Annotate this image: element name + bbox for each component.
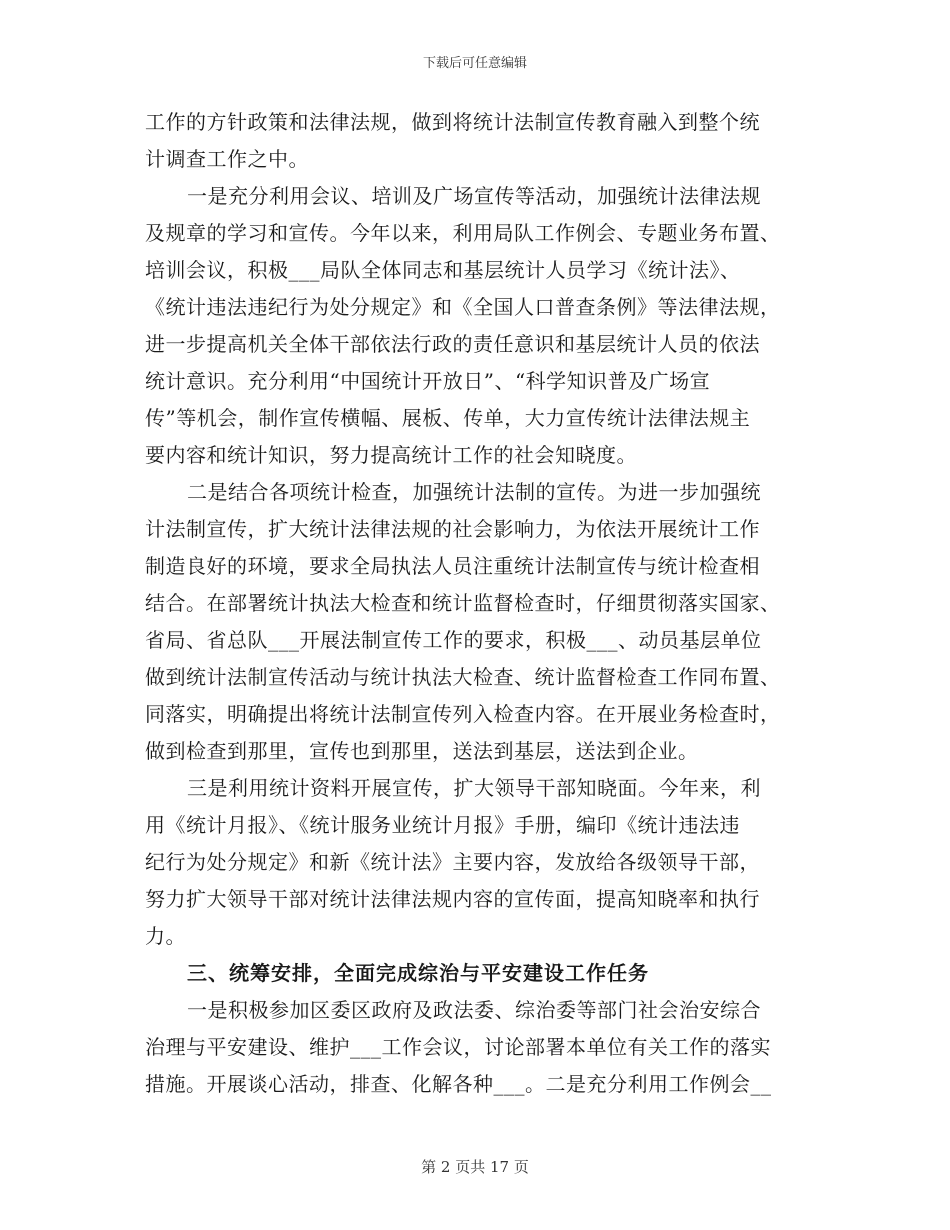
paragraph-line: 力。 (145, 924, 186, 948)
paragraph-line: 结合。在部署统计执法大检查和统计监督检查时，仔细贯彻落实国家、 (145, 591, 781, 615)
paragraph-line: 进一步提高机关全体干部依法行政的责任意识和基层统计人员的依法 (145, 332, 760, 356)
paragraph-line: 做到统计法制宣传活动与统计执法大检查、统计监督检查工作同布置、 (145, 665, 781, 689)
paragraph-line: 要内容和统计知识，努力提高统计工作的社会知晓度。 (145, 443, 637, 467)
paragraph-line: 《统计违法违纪行为处分规定》和《全国人口普查条例》等法律法规， (145, 295, 781, 319)
page-footer: 第 2 页共 17 页 (421, 1158, 529, 1176)
paragraph-line: 及规章的学习和宣传。今年以来，利用局队工作例会、专题业务布置、 (145, 221, 781, 245)
paragraph-line: 制造良好的环境，要求全局执法人员注重统计法制宣传与统计检查相 (145, 554, 760, 578)
section-heading: 三、统筹安排，全面完成综治与平安建设工作任务 (187, 961, 649, 985)
paragraph-line: 计法制宣传，扩大统计法律法规的社会影响力，为依法开展统计工作 (145, 517, 760, 541)
paragraph-line: 纪行为处分规定》和新《统计法》主要内容，发放给各级领导干部， (145, 850, 760, 874)
paragraph-line: 努力扩大领导干部对统计法律法规内容的宣传面，提高知晓率和执行 (145, 887, 760, 911)
paragraph-line: 传”等机会，制作宣传横幅、展板、传单，大力宣传统计法律法规主 (145, 406, 751, 430)
paragraph-line: 培训会议，积极___局队全体同志和基层统计人员学习《统计法》、 (145, 258, 741, 282)
paragraph-line: 一是积极参加区委区政府及政法委、综治委等部门社会治安综合 (187, 998, 761, 1022)
paragraph-line: 治理与平安建设、维护___工作会议，讨论部署本单位有关工作的落实 (145, 1035, 771, 1059)
paragraph-line: 统计意识。充分利用“中国统计开放日”、“科学知识普及广场宣 (145, 369, 711, 393)
paragraph-line: 三是利用统计资料开展宣传，扩大领导干部知晓面。今年来，利 (187, 776, 761, 800)
paragraph-line: 用《统计月报》、《统计服务业统计月报》手册，编印《统计违法违 (145, 813, 740, 837)
paragraph-line: 省局、省总队___开展法制宣传工作的要求，积极___、动员基层单位 (145, 628, 762, 652)
paragraph-line: 做到检查到那里，宣传也到那里，送法到基层，送法到企业。 (145, 739, 699, 763)
paragraph-line: 工作的方针政策和法律法规，做到将统计法制宣传教育融入到整个统 (145, 110, 760, 134)
paragraph-line: 计调查工作之中。 (145, 147, 309, 171)
paragraph-line: 措施。开展谈心活动，排查、化解各种___。二是充分利用工作例会__ (145, 1072, 772, 1096)
paragraph-line: 同落实，明确提出将统计法制宣传列入检查内容。在开展业务检查时， (145, 702, 781, 726)
paragraph-line: 二是结合各项统计检查，加强统计法制的宣传。为进一步加强统 (187, 480, 761, 504)
document-body (145, 104, 807, 1103)
paragraph-line: 一是充分利用会议、培训及广场宣传等活动，加强统计法律法规 (187, 184, 761, 208)
page-header: 下载后可任意编辑 (422, 56, 527, 71)
